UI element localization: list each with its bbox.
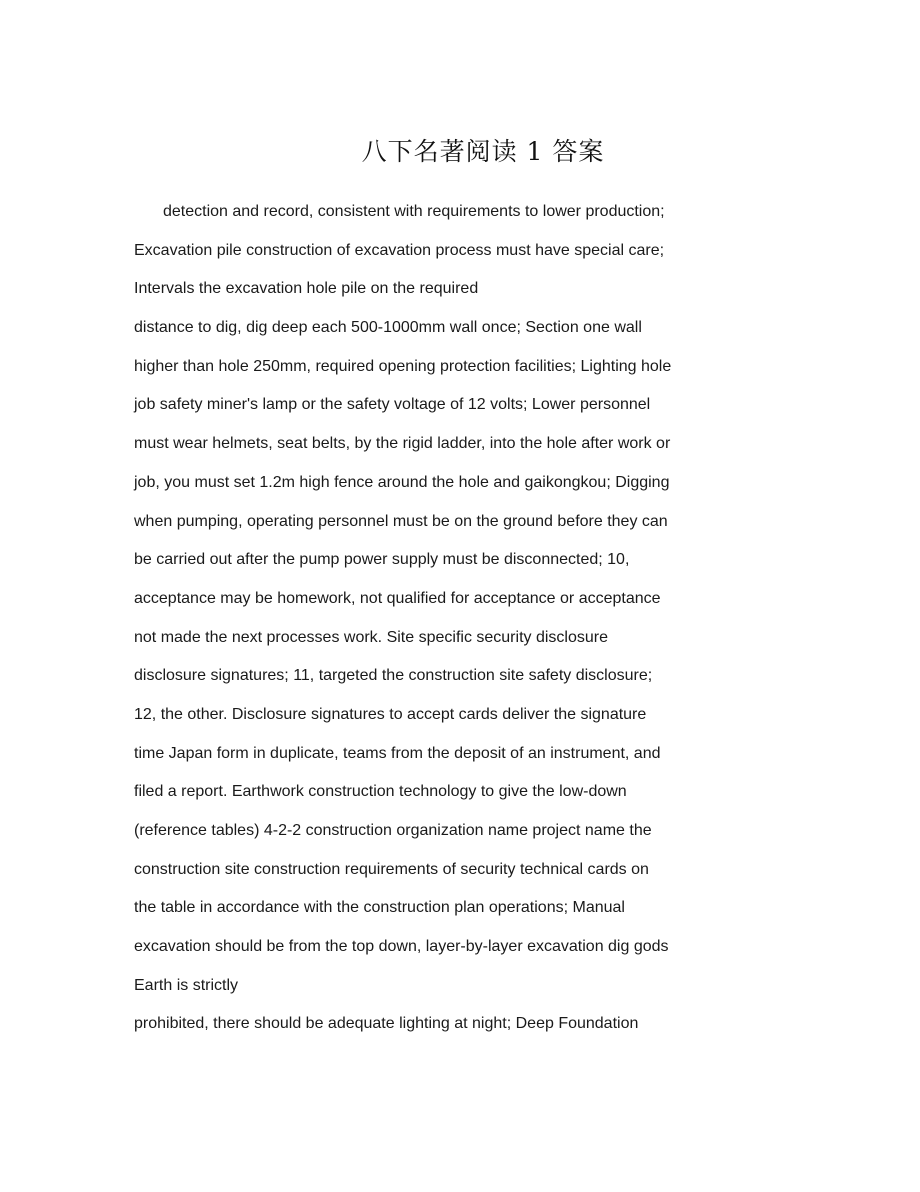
text-line: Earth is strictly <box>134 976 239 994</box>
text-line: the table in accordance with the construction plan operations; Manual <box>134 899 625 917</box>
text-line: time Japan form in duplicate, teams from the deposit of an instrument, and <box>134 744 661 762</box>
text-line: prohibited, there should be adequate lighting at night; Deep Foundation <box>134 1015 639 1033</box>
text-line: job, you must set 1.2m high fence around the hole and gaikongkou; Digging <box>134 473 670 491</box>
text-line: be carried out after the pump power supply must be disconnected; 10, <box>134 551 630 569</box>
text-line: detection and record, consistent with requirements to lower production; <box>163 203 665 220</box>
text-line: 12, the other. Disclosure signatures to accept cards deliver the signature <box>134 705 647 723</box>
text-line: must wear helmets, seat belts, by the rigid ladder, into the hole after work or <box>134 435 671 453</box>
text-line: job safety miner's lamp or the safety voltage of 12 volts; Lower personnel <box>134 396 651 414</box>
text-line: when pumping, operating personnel must be on the ground before they can <box>134 512 668 530</box>
text-line: higher than hole 250mm, required opening protection facilities; Lighting hole <box>134 357 672 375</box>
text-line: acceptance may be homework, not qualified for acceptance or acceptance <box>134 589 661 607</box>
text-line: filed a report. Earthwork construction technology to give the low-down <box>134 783 627 801</box>
text-line: excavation should be from the top down, layer-by-layer excavation dig gods <box>134 938 669 956</box>
body-text <box>134 193 714 1044</box>
page-title: 八下名著阅读 1 答案 <box>361 137 605 166</box>
text-line: not made the next processes work. Site specific security disclosure <box>134 628 608 646</box>
text-line: construction site construction requirements of security technical cards on <box>134 860 649 878</box>
text-line: Intervals the excavation hole pile on the required <box>134 280 479 298</box>
text-line: disclosure signatures; 11, targeted the construction site safety disclosure; <box>134 667 653 685</box>
text-line: Excavation pile construction of excavation process must have special care; <box>134 241 665 259</box>
text-line: (reference tables) 4-2-2 construction organization name project name the <box>134 822 652 839</box>
text-line: distance to dig, dig deep each 500-1000mm wall once; Section one wall <box>134 319 642 337</box>
